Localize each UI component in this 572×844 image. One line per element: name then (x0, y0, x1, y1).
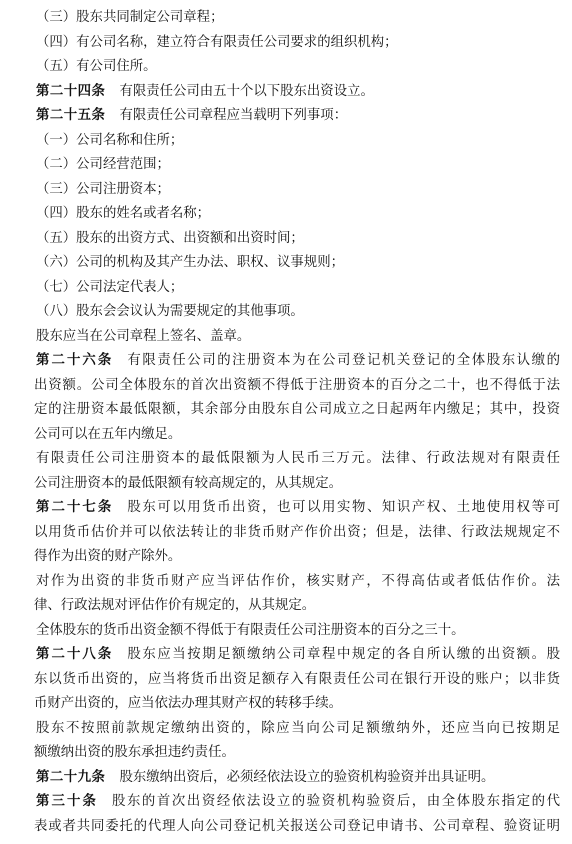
line-text: 全体股东的货币出资金额不得低于有限责任公司注册资本的百分之三十。 (36, 622, 465, 638)
paragraph-continuation (0, 692, 572, 717)
line-text: 律、行政法规对评估作价有规定的，从其规定。 (34, 598, 316, 613)
paragraph-continuation (0, 741, 572, 766)
line-text: 股东可以用货币出资，也可以用实物、知识产权、土地使用权等可 (127, 500, 561, 515)
line-text: 有限责任公司由五十个以下股东出资设立。 (119, 83, 374, 99)
paragraph-continuation (0, 594, 572, 619)
paragraph-continuation (0, 374, 572, 399)
article-heading: 第二十五条 (36, 108, 106, 123)
line-text: （四）有公司名称，建立符合有限责任公司要求的组织机构； (36, 34, 398, 50)
line-text: 股东的首次出资经依法设立的验资机构验资后，由全体股东指定的代 (111, 794, 560, 809)
line-text: 股东缴纳出资后，必须经依法设立的验资机构验资并出具证明。 (119, 769, 495, 785)
article-heading: 第二十八条 (36, 647, 114, 662)
list-item (0, 178, 572, 203)
line-text: 对作为出资的非货币财产应当评估作价，核实财产，不得高估或者低估作价。法 (36, 573, 560, 589)
article-paragraph (0, 104, 572, 129)
paragraph-continuation (0, 398, 572, 423)
line-text: 有限责任公司注册资本的最低限额为人民币三万元。法律、行政法规对有限责任 (36, 451, 560, 466)
line-text: 出资额。公司全体股东的首次出资额不得低于注册资本的百分之二十，也不得低于法 (34, 377, 560, 393)
line-text: （七）公司法定代表人； (36, 279, 184, 295)
line-text: 以用货币估价并可以依法转让的非货币财产作价出资；但是，法律、行政法规规定不 (34, 524, 560, 540)
paragraph (0, 447, 572, 472)
line-text: （一）公司名称和住所； (36, 132, 184, 148)
list-item (0, 300, 572, 325)
paragraph-continuation (0, 668, 572, 693)
article-heading: 第二十七条 (36, 500, 114, 515)
line-text: 股东应当在公司章程上签名、盖章。 (36, 328, 251, 344)
paragraph (0, 325, 572, 350)
list-item (0, 227, 572, 252)
paragraph-continuation (0, 815, 572, 840)
line-text: 定的注册资本最低限额，其余部分由股东自公司成立之日起两年内缴足；其中，投资 (34, 402, 560, 417)
list-item (0, 129, 572, 154)
line-text: 公司注册资本的最低限额有较高规定的，从其规定。 (34, 475, 342, 491)
paragraph-continuation (0, 472, 572, 497)
paragraph-continuation (0, 521, 572, 546)
line-text: 有限责任公司章程应当载明下列事项： (119, 108, 348, 123)
line-text: （四）股东的姓名或者名称； (36, 206, 211, 221)
list-item (0, 153, 572, 178)
line-text: （六）公司的机构及其产生办法、职权、议事规则； (36, 255, 344, 270)
paragraph (0, 619, 572, 644)
paragraph (0, 570, 572, 595)
article-heading: 第二十九条 (36, 769, 106, 785)
list-item (0, 251, 572, 276)
article-paragraph (0, 496, 572, 521)
line-text: 表或者共同委托的代理人向公司登记机关报送公司登记申请书、公司章程、验资证明 (34, 818, 560, 834)
line-text: （五）有公司住所。 (36, 59, 157, 74)
line-text: （三）公司注册资本； (36, 181, 170, 197)
list-item (0, 55, 572, 80)
line-text: 股东应当按期足额缴纳公司章程中规定的各自所认缴的出资额。股 (127, 647, 561, 662)
line-text: 有限责任公司的注册资本为在公司登记机关登记的全体股东认缴的 (127, 353, 561, 368)
line-text: 额缴纳出资的股东承担违约责任。 (34, 745, 235, 760)
article-heading: 第二十四条 (36, 83, 106, 99)
list-item (0, 6, 572, 31)
article-heading: 第三十条 (36, 794, 98, 809)
paragraph-continuation (0, 423, 572, 448)
line-text: 得作为出资的财产除外。 (34, 549, 182, 564)
paragraph-continuation (0, 545, 572, 570)
line-text: （二）公司经营范围； (36, 157, 170, 172)
line-text: 东以货币出资的，应当将货币出资足额存入有限责任公司在银行开设的账户；以非货 (34, 671, 560, 687)
article-heading: 第二十六条 (36, 353, 114, 368)
paragraph (0, 717, 572, 742)
line-text: （三）股东共同制定公司章程； (36, 10, 224, 25)
article-paragraph (0, 349, 572, 374)
article-paragraph (0, 643, 572, 668)
line-text: 股东不按照前款规定缴纳出资的，除应当向公司足额缴纳外，还应当向已按期足 (36, 720, 560, 736)
line-text: 币财产出资的，应当依法办理其财产权的转移手续。 (34, 696, 342, 711)
line-text: （八）股东会会议认为需要规定的其他事项。 (36, 304, 304, 319)
line-text: （五）股东的出资方式、出资额和出资时间； (36, 230, 304, 246)
list-item (0, 276, 572, 301)
article-paragraph (0, 790, 572, 815)
line-text: 公司可以在五年内缴足。 (34, 426, 182, 442)
article-paragraph (0, 766, 572, 791)
list-item (0, 31, 572, 56)
list-item (0, 202, 572, 227)
article-paragraph (0, 80, 572, 105)
